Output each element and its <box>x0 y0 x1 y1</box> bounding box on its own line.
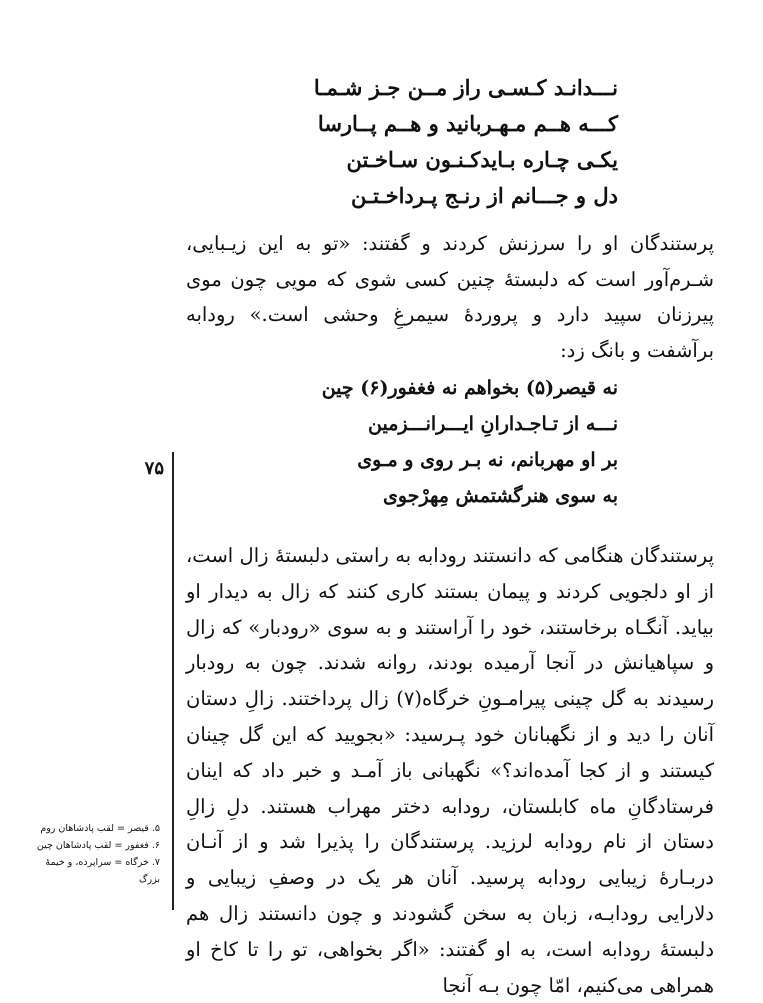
verse-line: کـــه هــم مـهـربانید و هــم پــارسا <box>317 111 618 136</box>
paragraph-2: پرستندگان هنگامی که دانستند رودابه به راستی دلبستهٔ زال است، از او دلجویی کردند و پیمان بستند کاری کنند که زال به دیدار او بیاید. آنگـاه برخاستند، خود را آراستند و به سوی «رودبار» که زال و سپاهیانش در آنجا آرمیده بودند، روانه شدند. چون به رودبار رسیدند به گل چینی پیرامـونِ خرگاه(۷) زال پرداختند. زالِ دستان آنان را دید و از نگهبانان خود پـرسید: «بجویید که این گل چینان کیستند و از کجا آمده‌اند؟» نگهبانی باز آمـد و خبر داد که اینان فرستادگانِ ماه کابلستان، رودابه دختر مهراب هستند. دلِ زالِ دستان از نام رودابه لرزید. پرستندگان را پذیرا شد و از آنـان دربـارهٔ زیبایی رودابه پرسید. آنان هر یک در وصفِ زیبایی و دلارایی رودابـه، زبان به سخن گشودند و چون دانستند زال هم دلبستهٔ رودابه است، به او گفتند: «اگر بخواهی، تو را تا کاخ او همراهی می‌کنیم، امّا چون بـه آنجا <box>186 544 714 997</box>
margin-divider <box>172 452 174 910</box>
verse-line: دل و جـــانم از رنـج پـرداخـتـن <box>350 183 618 208</box>
verse-middle <box>318 370 618 514</box>
verse-line: بر او مهربانم، نه بـر روی و مـوی <box>357 449 618 471</box>
footnotes <box>22 820 160 888</box>
verse-line: نـــه از تـاجـدارانِ ایـــرانـــزمین <box>368 413 618 435</box>
footnote: ۶. فغفور = لقب پادشاهان چین <box>36 840 160 851</box>
page-number: ۷۵ <box>144 458 164 479</box>
paragraph-1: پرستندگان او را سرزنش کردند و گفتند: «تو به این زیـبایی، شـرم‌آور است که دلبستهٔ چنین کسی شوی که مویی چون موی پیرزنان سپید دارد و پروردهٔ سیمرغِ وحشی است.» رودابه برآشفت و بانگ زد: <box>186 232 714 362</box>
footnote: ۷. خرگاه = سراپرده، و خیمهٔ بزرگ <box>45 857 160 885</box>
verse-top <box>313 70 618 214</box>
verse-line: نـــدانـد کـسـی راز مــن جـز شـمـا <box>313 75 618 100</box>
verse-line: نه قیصر(۵) بخواهم نه فغفور(۶) چین <box>321 377 618 399</box>
verse-line: یکـی چـاره بـایدکـنـون سـاخـتن <box>346 147 618 172</box>
footnote: ۵. قیصر = لقب پادشاهان روم <box>40 823 160 834</box>
verse-line: به سوی هنرگشتمش مِهرْجوی <box>383 485 618 507</box>
